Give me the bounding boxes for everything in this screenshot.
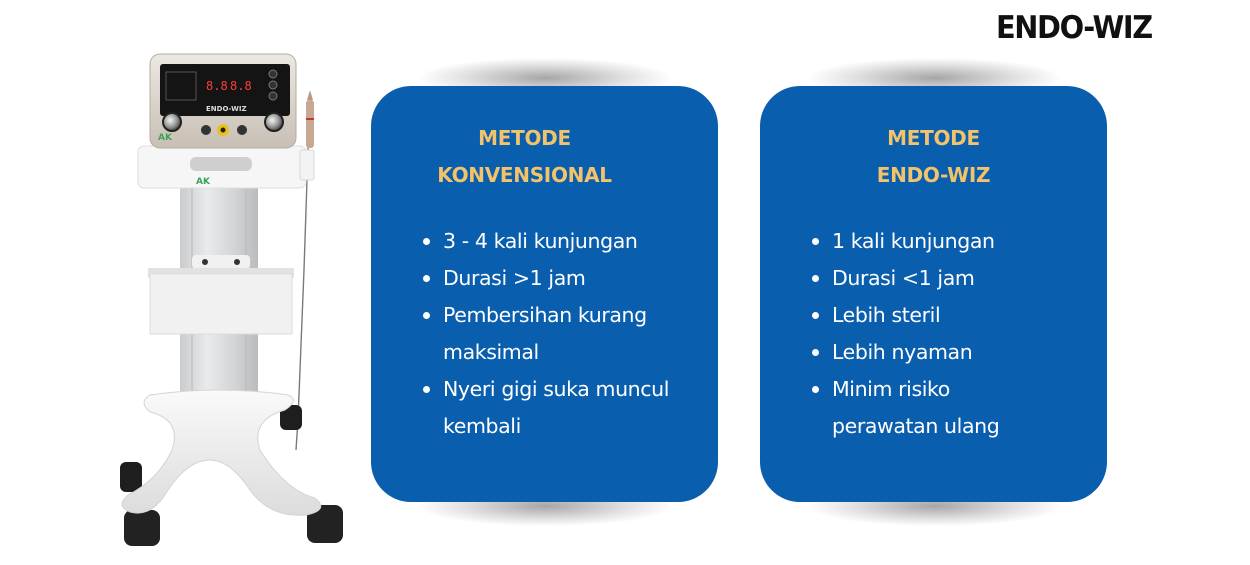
list-item: Durasi <1 jam xyxy=(810,260,1097,297)
display-left: 8.8 xyxy=(206,79,228,93)
card-title-line2: KONVENSIONAL xyxy=(437,163,612,187)
list-item: Lebih nyaman xyxy=(810,334,1097,371)
bullet-icon xyxy=(812,238,819,245)
list-item-continuation: maksimal xyxy=(443,340,539,364)
card-title xyxy=(371,120,718,194)
benefit-list xyxy=(421,223,708,445)
bullet-icon xyxy=(423,275,430,282)
list-item: Nyeri gigi suka muncul xyxy=(421,371,708,408)
bullet-icon xyxy=(423,312,430,319)
list-item: Durasi >1 jam xyxy=(421,260,708,297)
card-title-line1: METODE xyxy=(478,126,571,150)
bullet-icon xyxy=(812,386,819,393)
list-item: Minim risiko xyxy=(810,371,1097,408)
base xyxy=(120,390,343,546)
bullet-icon xyxy=(812,312,819,319)
bullet-icon xyxy=(812,349,819,356)
handpiece xyxy=(300,90,314,180)
bullet-icon xyxy=(812,275,819,282)
list-item: Lebih steril xyxy=(810,297,1097,334)
console-maker-logo: AK xyxy=(158,133,172,143)
list-item-continuation: kembali xyxy=(443,414,521,438)
console-tray xyxy=(138,146,306,188)
endo-wiz-device-image xyxy=(110,50,370,565)
bullet-icon xyxy=(423,238,430,245)
list-item: 3 - 4 kali kunjungan xyxy=(421,223,708,260)
benefit-list xyxy=(810,223,1097,445)
card-conventional-method xyxy=(371,86,718,502)
basket xyxy=(148,255,294,334)
console-label: ENDO-WIZ xyxy=(206,105,247,113)
display-right: 8.8 xyxy=(230,79,252,93)
tray-maker-logo: AK xyxy=(196,177,210,187)
card-endo-wiz-method xyxy=(760,86,1107,502)
brand-logo: ENDO-WIZ xyxy=(996,10,1152,46)
card-title xyxy=(760,120,1107,194)
console xyxy=(150,54,296,148)
bullet-icon xyxy=(423,386,430,393)
card-title-line2: ENDO-WIZ xyxy=(876,163,991,187)
list-item-continuation: perawatan ulang xyxy=(832,414,1000,438)
list-item: Pembersihan kurang xyxy=(421,297,708,334)
list-item: 1 kali kunjungan xyxy=(810,223,1097,260)
card-title-line1: METODE xyxy=(887,126,980,150)
